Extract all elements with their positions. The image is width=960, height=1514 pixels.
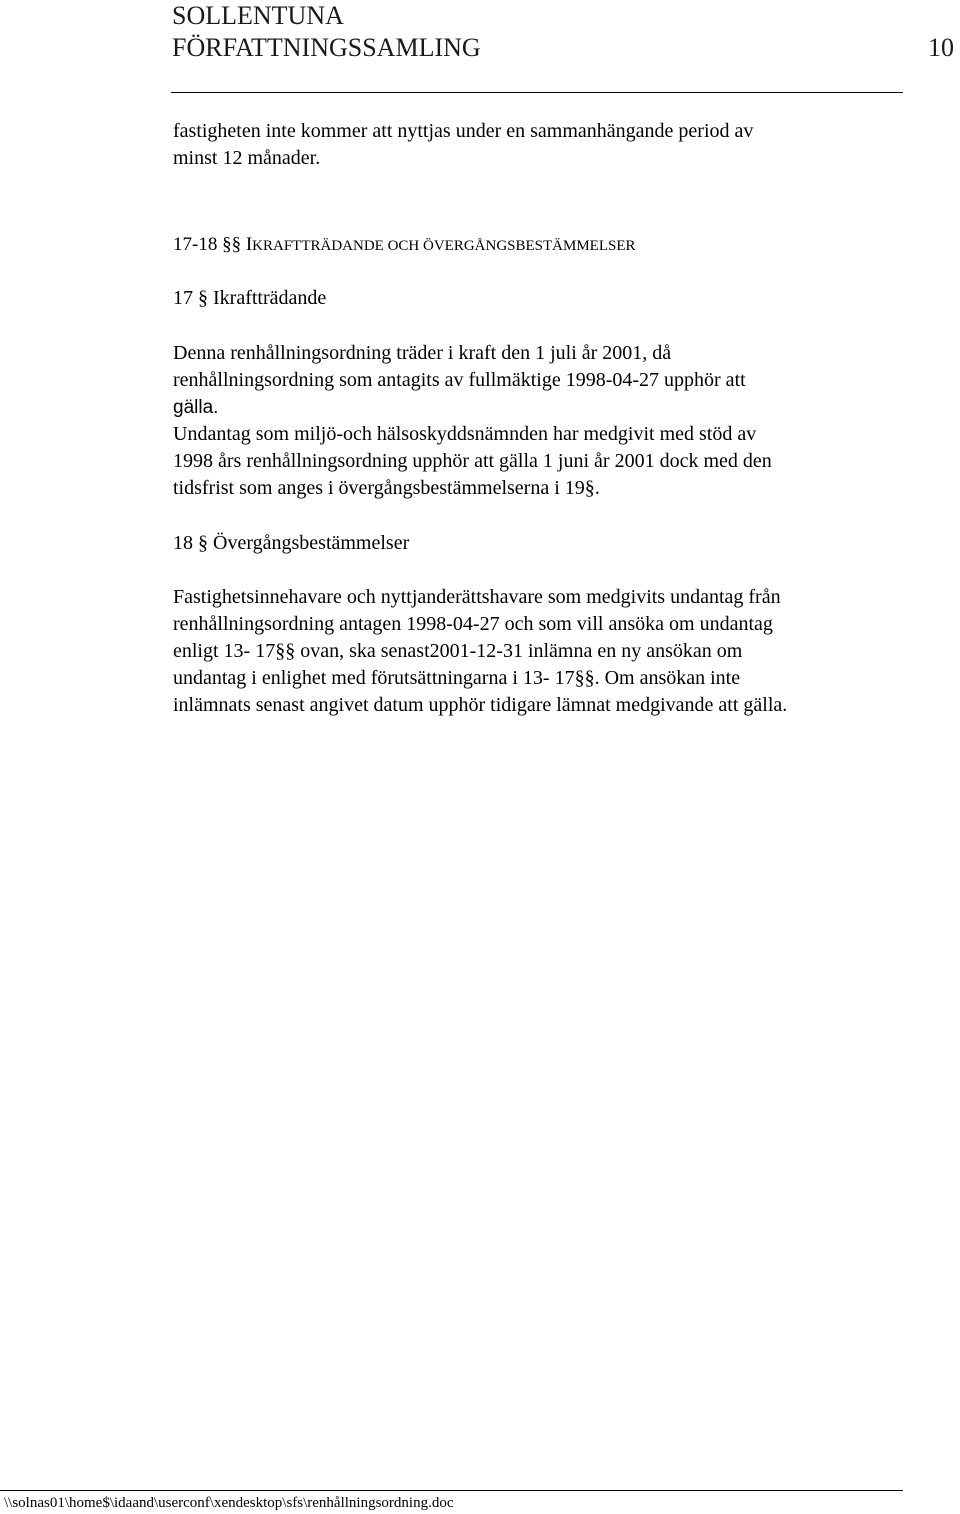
paragraph-18-line-4: undantag i enlighet med förutsättningarna i 13- 17§§. Om ansökan inte	[173, 667, 741, 689]
section-title-initial: I	[245, 234, 253, 255]
subsection-heading-18: 18 § Övergångsbestämmelser	[173, 532, 410, 554]
footer-file-path: \\solnas01\home$\idaand\userconf\xendesktop\sfs\renhållningsordning.doc	[4, 1495, 454, 1511]
footer-divider	[0, 1490, 903, 1491]
paragraph-17-line-1: Denna renhållningsordning träder i kraft den 1 juli år 2001, då	[173, 342, 672, 364]
series-title-line-2: FÖRFATTNINGSSAMLING	[172, 33, 481, 62]
paragraph-17b-line-3: tidsfrist som anges i övergångsbestämmelserna i 19§.	[173, 477, 600, 499]
paragraph-18-line-3: enligt 13- 17§§ ovan, ska senast2001-12-31 inlämna en ny ansökan om	[173, 640, 743, 662]
paragraph-18-line-2: renhållningsordning antagen 1998-04-27 och som vill ansöka om undantag	[173, 613, 773, 635]
section-number: 17-18 §§	[173, 234, 246, 255]
section-title-smallcaps: KRAFTTRÄDANDE OCH ÖVERGÅNGSBESTÄMMELSER	[252, 238, 636, 254]
header-divider	[171, 92, 903, 93]
paragraph-17b-line-2: 1998 års renhållningsordning upphör att gälla 1 juni år 2001 dock med den	[173, 450, 772, 472]
document-series-title	[172, 0, 481, 64]
section-heading-17-18	[173, 231, 636, 260]
intro-line-1: fastigheten inte kommer att nyttjas under en sammanhängande period av	[173, 120, 754, 142]
paragraph-17-line-3: gälla.	[173, 397, 219, 418]
page-number: 10	[928, 33, 954, 62]
paragraph-18-line-1: Fastighetsinnehavare och nyttjanderättshavare som medgivits undantag från	[173, 586, 781, 608]
paragraph-17-line-2: renhållningsordning som antagits av fullmäktige 1998-04-27 upphör att	[173, 369, 746, 391]
series-title-line-1: SOLLENTUNA	[172, 1, 344, 30]
subsection-heading-17: 17 § Ikraftträdande	[173, 287, 327, 309]
intro-line-2: minst 12 månader.	[173, 147, 321, 169]
paragraph-17b-line-1: Undantag som miljö-och hälsoskyddsnämnden har medgivit med stöd av	[173, 423, 757, 445]
paragraph-18-line-5: inlämnats senast angivet datum upphör tidigare lämnat medgivande att gälla.	[173, 694, 788, 716]
